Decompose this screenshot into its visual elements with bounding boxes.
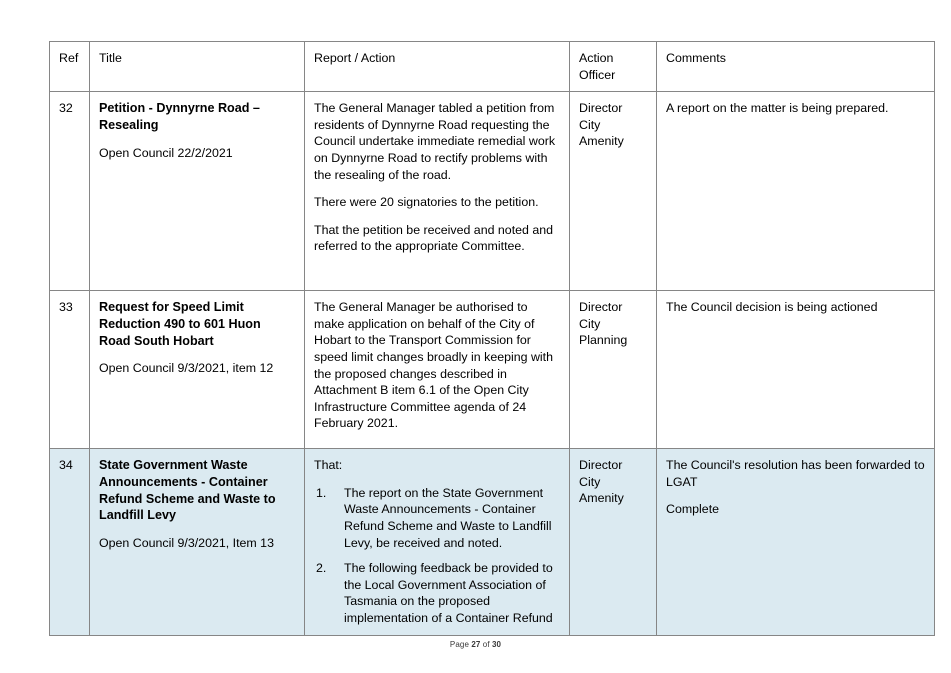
footer-prefix: Page: [449, 640, 469, 649]
comment-paragraph: The Council decision is being actioned: [666, 300, 878, 315]
column-header-comments: Comments: [657, 42, 935, 92]
cell-title: [90, 92, 305, 291]
report-list-item: The following feedback be provided to the Local Government Association of Tasmania on the proposed implementation of a Container Refund: [344, 561, 553, 626]
footer-of: of: [482, 640, 490, 649]
report-intro: That:: [314, 458, 343, 473]
table-row-highlighted: [50, 449, 935, 635]
comment-paragraph: Complete: [666, 502, 720, 517]
column-header-action-officer-line2: Officer: [579, 67, 616, 82]
open-council-actions-table: [49, 41, 935, 636]
table-header-row: [50, 42, 935, 92]
report-paragraph: That the petition be received and noted and referred to the appropriate Committee.: [314, 222, 554, 254]
comment-paragraph: A report on the matter is being prepared.: [666, 101, 889, 116]
cell-action-officer: [570, 449, 657, 635]
cell-action-officer: [570, 291, 657, 449]
actions-table-container: [49, 41, 934, 636]
report-numbered-list: [314, 485, 560, 627]
officer-line: City: [579, 316, 601, 331]
title-heading: State Government Waste Announcements - Container Refund Scheme and Waste to Landfill Levy: [99, 458, 276, 523]
title-source: Open Council 9/3/2021, item 12: [99, 361, 274, 376]
title-source: Open Council 22/2/2021: [99, 145, 233, 160]
cell-action-officer: [570, 92, 657, 291]
title-heading: Request for Speed Limit Reduction 490 to 601 Huon Road South Hobart: [99, 300, 261, 348]
officer-line: Planning: [579, 333, 628, 348]
cell-ref: 32: [50, 92, 90, 291]
column-header-action-officer-line1: Action: [579, 51, 614, 65]
cell-title: [90, 449, 305, 635]
cell-ref: 33: [50, 291, 90, 449]
column-header-ref: Ref: [50, 42, 90, 92]
cell-report-action: [305, 449, 570, 635]
column-header-title: Title: [90, 42, 305, 92]
title-heading: Petition - Dynnyrne Road – Resealing: [99, 101, 260, 132]
officer-line: City: [579, 117, 601, 132]
table-body: [50, 92, 935, 635]
cell-title: [90, 291, 305, 449]
cell-comments: [657, 291, 935, 449]
report-paragraph: The General Manager tabled a petition from residents of Dynnyrne Road requesting the Council undertake immediate remedial work on Dynnyrne Road to rectify problems with the resealing of the road.: [314, 101, 556, 182]
table-header: [50, 42, 935, 92]
cell-comments: [657, 92, 935, 291]
officer-line: City: [579, 474, 601, 489]
page-footer: [0, 640, 951, 649]
table-row: [50, 92, 935, 291]
column-header-action-officer: [570, 42, 657, 92]
officer-line: Director: [579, 458, 623, 473]
footer-page-number: 27: [471, 640, 481, 649]
title-source: Open Council 9/3/2021, Item 13: [99, 536, 274, 551]
comment-paragraph: The Council's resolution has been forwarded to LGAT: [666, 458, 925, 489]
cell-report-action: [305, 291, 570, 449]
officer-line: Amenity: [579, 491, 624, 506]
officer-line: Amenity: [579, 134, 624, 149]
report-list-item: The report on the State Government Waste Announcements - Container Refund Scheme and Waste to Landfill Levy, be received and noted.: [344, 485, 552, 550]
officer-line: Director: [579, 101, 623, 116]
report-paragraph: There were 20 signatories to the petition.: [314, 195, 539, 210]
footer-total-pages: 30: [491, 640, 502, 649]
table-row: [50, 291, 935, 449]
cell-comments: [657, 449, 935, 635]
cell-report-action: [305, 92, 570, 291]
officer-line: Director: [579, 300, 623, 315]
report-paragraph: The General Manager be authorised to make application on behalf of the City of Hobart to the Transport Commission for speed limit changes broadly in keeping with the proposed changes described in Attachment B item 6.1 of the Open City Infrastructure Committee agenda of 24 February 2021.: [314, 300, 554, 431]
cell-ref: 34: [50, 449, 90, 635]
column-header-report-action: Report / Action: [305, 42, 570, 92]
